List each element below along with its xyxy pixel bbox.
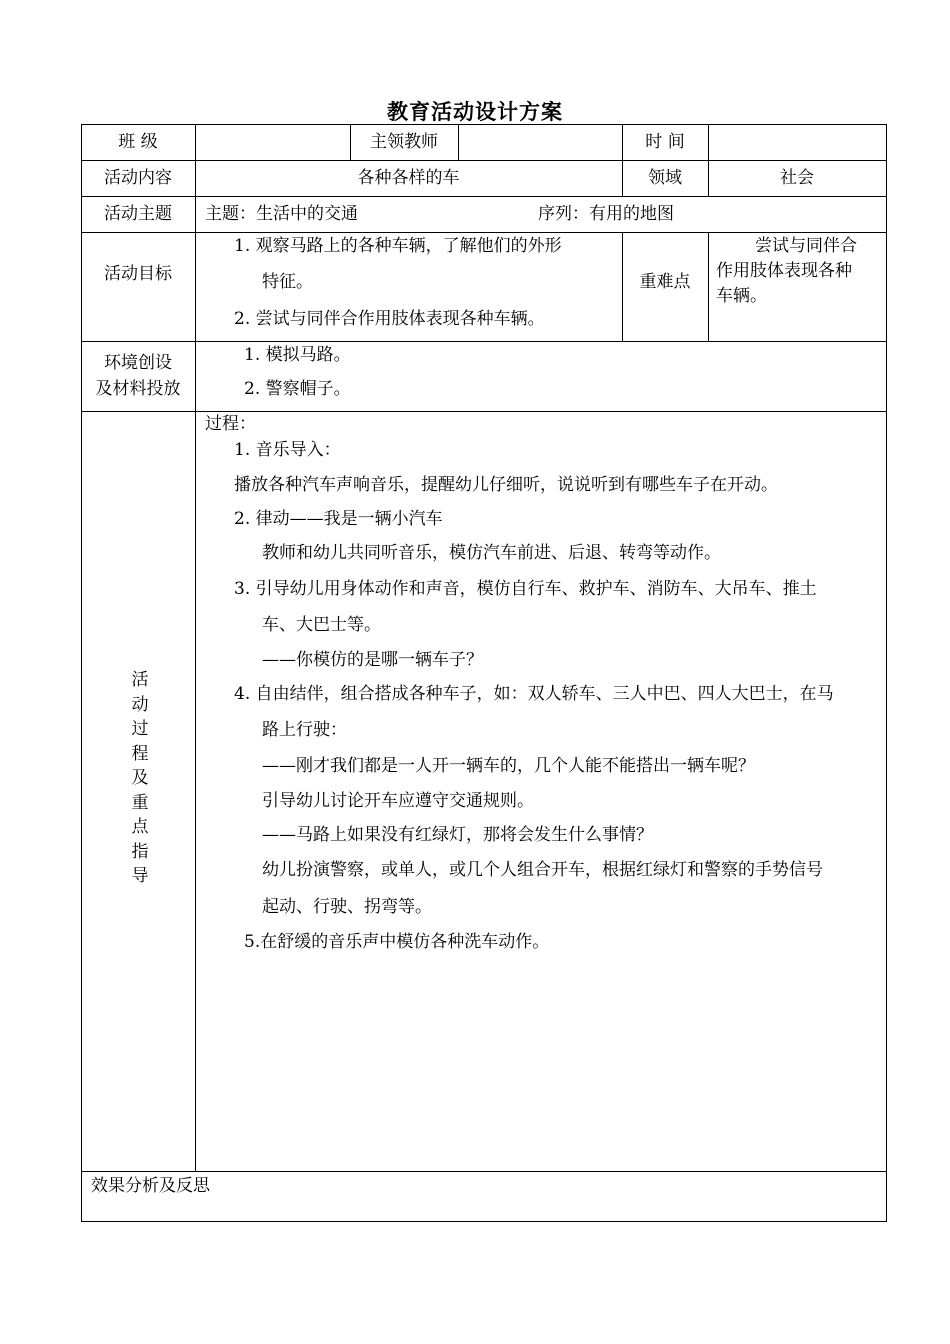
process-label-char: 指 [131,841,149,862]
step-3-question: ——你模仿的是哪一辆车子？ [262,650,483,670]
table-line [195,124,196,1172]
env-label-2: 及材料投放 [95,379,181,399]
goal-item-1-cont: 特征。 [262,272,313,292]
key-line-2: 作用肢体表现各种 [716,261,852,281]
env-label-1: 环境创设 [104,353,172,373]
process-label-char: 及 [131,768,149,788]
content-value: 各种各样的车 [357,168,460,188]
goal-item-2: 2. 尝试与同伴合作用肢体表现各种车辆。 [234,309,545,329]
table-line [886,124,887,1222]
table-line [81,341,887,342]
table-line [81,124,82,1222]
step-4-text-2-line-2: 起动、行驶、拐弯等。 [262,897,432,917]
domain-label: 领域 [648,168,682,188]
sequence-value: 序列：有用的地图 [538,204,674,224]
process-label-char: 活 [131,670,149,690]
table-line [81,1221,887,1222]
process-label-char: 重 [131,792,149,813]
table-line [81,411,887,412]
process-label [128,668,152,889]
process-label-char: 导 [131,866,149,886]
table-line [81,1171,887,1172]
step-1-text: 播放各种汽车声响音乐，提醒幼儿仔细听，说说听到有哪些车子在开动。 [234,475,778,495]
document-title: 教育活动设计方案 [387,100,563,124]
step-5: 5.在舒缓的音乐声中模仿各种洗车动作。 [244,932,550,952]
step-4-line-2: 路上行驶： [262,720,347,740]
step-3-line-2: 车、大巴士等。 [262,615,381,635]
process-heading: 过程： [205,414,256,434]
theme-value: 主题：生活中的交通 [205,204,358,224]
step-4-question-1: ——刚才我们都是一人开一辆车的，几个人能不能搭出一辆车呢？ [262,756,755,776]
time-label: 时 间 [645,132,685,152]
step-2-title: 2. 律动——我是一辆小汽车 [234,509,443,529]
step-4-text-1: 引导幼儿讨论开车应遵守交通规则。 [262,791,534,811]
process-label-char: 点 [131,817,149,837]
key-line-3: 车辆。 [716,286,767,306]
step-4-line-1: 4. 自由结伴，组合搭成各种车子，如：双人轿车、三人中巴、四人大巴士，在马 [234,684,834,704]
domain-value: 社会 [780,168,814,188]
step-4-question-2: ——马路上如果没有红绿灯，那将会发生什么事情？ [262,825,653,845]
table-line [708,232,709,341]
goal-item-1: 1. 观察马路上的各种车辆，了解他们的外形 [234,236,562,256]
env-item-2: 2. 警察帽子。 [244,379,351,399]
table-line [81,232,887,233]
class-label: 班 级 [118,132,158,152]
goal-label: 活动目标 [104,264,172,284]
key-line-1: 尝试与同伴合 [755,236,857,256]
teacher-label: 主领教师 [370,132,438,152]
content-label: 活动内容 [104,168,172,188]
step-3-line-1: 3. 引导幼儿用身体动作和声音，模仿自行车、救护车、消防车、大吊车、推土 [234,579,817,599]
process-label-char: 动 [131,694,149,715]
process-label-char: 程 [131,743,149,764]
table-line [81,160,887,161]
theme-label: 活动主题 [104,204,172,224]
table-line [458,124,459,160]
step-2-text: 教师和幼儿共同听音乐，模仿汽车前进、后退、转弯等动作。 [262,543,721,563]
reflection-label: 效果分析及反思 [91,1176,210,1196]
table-line [81,124,887,125]
key-label: 重难点 [639,272,691,292]
process-label-char: 过 [131,719,149,739]
env-item-1: 1. 模拟马路。 [244,345,351,365]
step-4-text-2-line-1: 幼儿扮演警察，或单人，或几个人组合开车，根据红绿灯和警察的手势信号 [262,860,823,880]
table-line [81,196,887,197]
step-1-title: 1. 音乐导入： [234,440,341,460]
